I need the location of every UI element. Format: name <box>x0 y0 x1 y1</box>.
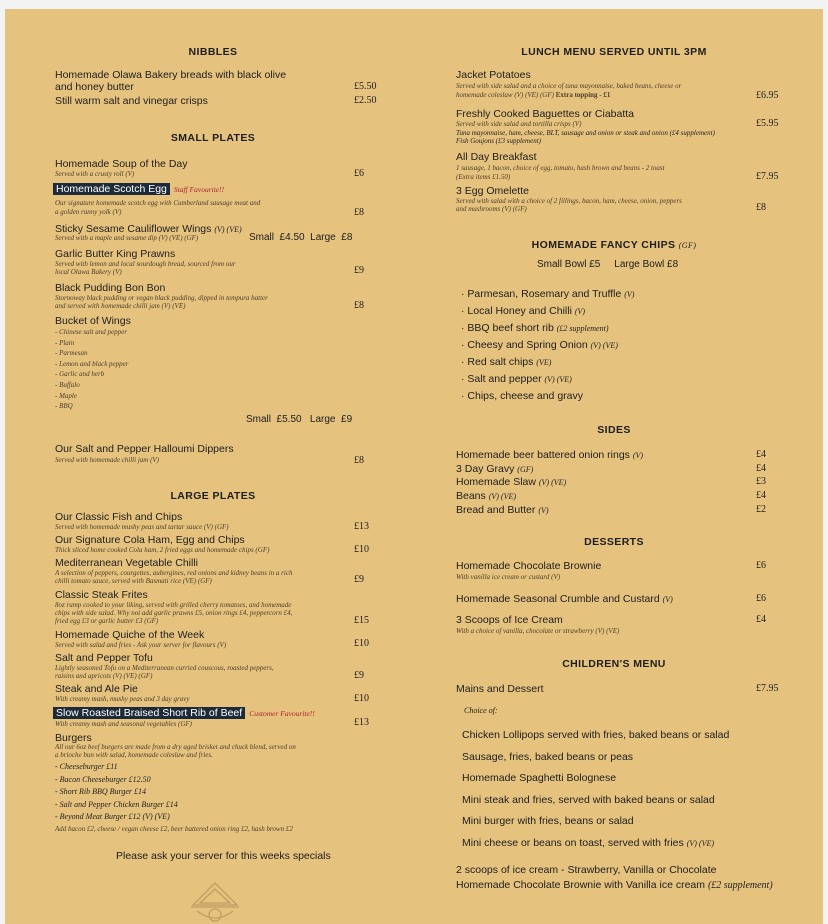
bonbon-price: £8 <box>354 300 364 311</box>
wings-flavour: - Maple <box>55 391 77 400</box>
kids-item <box>462 790 729 812</box>
side-name: Beans <box>456 490 486 503</box>
kids-item <box>462 725 729 747</box>
scotch-egg-name: Homemade Scotch Egg <box>53 183 170 195</box>
brownie-desc: With vanilla ice cream or custard (V) <box>456 573 561 581</box>
large-item-price: £13 <box>354 521 369 532</box>
fancy-chips-title: HOMEMADE FANCY CHIPS <box>531 239 676 251</box>
large-item-name: Classic Steak Frites <box>55 589 148 601</box>
brownie-name: Homemade Chocolate Brownie <box>456 560 602 572</box>
kids-item-name: Mini cheese or beans on toast, served with fries <box>462 836 684 849</box>
wings-flavour-list <box>55 327 128 412</box>
crumble-price: £6 <box>756 593 766 604</box>
jacket-name: Jacket Potatoes <box>456 69 531 81</box>
prawns-desc2: local Olawa Bakery (V) <box>55 268 122 276</box>
large-item-desc: Served with homemade mushy peas and tartar sauce (V) (GF) <box>55 523 229 531</box>
burger-item: - Cheeseburger £11 <box>55 762 118 771</box>
large-item-desc: raisins and apricots (V) (VE) (GF) <box>55 672 153 680</box>
baguette-price: £5.95 <box>756 118 779 129</box>
wings-flavour: - Lemon and black pepper <box>55 359 129 368</box>
side-name: 3 Day Gravy <box>456 462 515 475</box>
kids-mains-dessert: Mains and Dessert <box>456 683 544 695</box>
large-item-price: £9 <box>354 574 364 585</box>
nibble-crisps-price: £2.50 <box>354 95 377 106</box>
chips-item-name: Chips, cheese and gravy <box>467 390 583 402</box>
kids-list <box>462 725 729 854</box>
baguette-fillings: Tuna mayonnaise, ham, cheese, BLT, sausage and onion or steak and onion (£4 supplement) <box>456 129 715 137</box>
large-item-desc: chips with side salad. Why not add garlic prawns £5, onion rings £4, peppercorn £4, <box>55 609 293 617</box>
jacket-desc-text: homemade coleslaw (V) (VE) (GF) <box>456 91 554 99</box>
large-item-name: Salt and Pepper Tofu <box>55 652 153 664</box>
wings-sizes: Small £5.50 Large £9 <box>246 414 353 425</box>
menu-page <box>5 9 823 924</box>
dessert-option-icecream: 2 scoops of ice cream - Strawberry, Vanilla or Chocolate <box>456 864 717 876</box>
chips-item-tag: (£2 supplement) <box>556 324 609 333</box>
kids-item <box>462 747 729 769</box>
short-rib-row <box>53 707 315 720</box>
halloumi-name: Our Salt and Pepper Halloumi Dippers <box>55 443 234 455</box>
large-item-desc: A selection of peppers, courgettes, aubergines, red onions and kidney beans in a rich <box>55 569 293 577</box>
soup-name: Homemade Soup of the Day <box>55 158 188 170</box>
large-item-desc: Thick sliced home cooked Cola ham, 2 fried eggs and homemade chips (GF) <box>55 546 270 554</box>
omelette-desc2: and mushrooms (V) (GF) <box>456 205 527 213</box>
side-price: £2 <box>756 503 766 515</box>
wings-flavour: - Parmesan <box>55 349 88 358</box>
large-item-price: £10 <box>354 544 369 555</box>
prawns-desc: Served with lemon and local sourdough bread, sourced from our <box>55 260 236 268</box>
jacket-price: £6.95 <box>756 90 779 101</box>
kids-item <box>462 768 729 790</box>
pub-logo-icon <box>185 881 245 924</box>
burger-item: - Bacon Cheeseburger £12.50 <box>55 774 151 784</box>
side-price: £4 <box>756 449 766 460</box>
lunch-heading: LUNCH MENU SERVED UNTIL 3PM <box>521 46 707 58</box>
large-item-price: £9 <box>354 670 364 681</box>
chips-item-tag: (V) <box>574 307 586 316</box>
fancy-chips-heading <box>405 239 823 251</box>
side-tag: (V) (VE) <box>488 492 517 502</box>
chips-item-name: Salt and pepper <box>467 373 542 385</box>
cauli-wings-sizes: Small £4.50 Large £8 <box>249 232 353 243</box>
breakfast-price: £7.95 <box>756 171 779 182</box>
wings-flavour: - BBQ <box>55 402 73 411</box>
kids-item-tag: (V) (VE) <box>686 838 715 848</box>
side-item <box>456 504 776 518</box>
crumble-row <box>456 593 673 606</box>
halloumi-price: £8 <box>354 455 364 466</box>
cauli-wings-tags: (V) (VE) <box>214 225 242 234</box>
scotch-egg-price: £8 <box>354 207 364 218</box>
scotch-egg-favourite: Staff Favourite!! <box>173 185 225 194</box>
burger-item: - Salt and Pepper Chicken Burger £14 <box>55 799 178 809</box>
chips-item: · Salt and pepper (V) (VE) <box>461 373 572 385</box>
omelette-desc: Served with salad with a choice of 2 fillings, bacon, ham, cheese, onion, peppers <box>456 197 682 205</box>
side-name: Homemade Slaw <box>456 476 536 489</box>
nibble-breads-price: £5.50 <box>354 81 377 92</box>
kids-item <box>462 811 729 833</box>
scotch-egg-desc2: a golden runny yolk (V) <box>55 208 122 216</box>
large-plates-heading: LARGE PLATES <box>170 490 256 502</box>
burgers-extras: Add bacon £2, cheese / vegan cheese £2, beer battered onion ring £2, hash brown £2 <box>55 825 293 833</box>
nibble-crisps: Still warm salt and vinegar crisps <box>55 95 208 107</box>
side-item <box>456 490 776 504</box>
bonbon-desc2: and served with homemade chilli jam (V) (VE) <box>55 302 186 310</box>
kids-item-name: Mini steak and fries, served with baked beans or salad <box>462 793 715 806</box>
brownie-price: £6 <box>756 560 766 571</box>
cauli-wings-desc: Served with a maple and sesame dip (V) (VE) (GF) <box>55 234 199 242</box>
crumble-name: Homemade Seasonal Crumble and Custard <box>456 593 660 605</box>
icecream-price: £4 <box>756 614 766 625</box>
side-tag: (V) (VE) <box>538 478 567 488</box>
large-item-name: Our Classic Fish and Chips <box>55 511 183 523</box>
large-item-desc: fried egg £3 or garlic butter £3 (GF) <box>55 617 159 625</box>
large-item-desc: chilli tomato sauce, served with Basmati rice (VE) (GF) <box>55 577 212 585</box>
side-price: £4 <box>756 462 766 474</box>
chips-item: · Chips, cheese and gravy <box>461 390 583 402</box>
baguette-name: Freshly Cooked Baguettes or Ciabatta <box>456 108 635 120</box>
bonbon-name: Black Pudding Bon Bon <box>55 282 166 294</box>
side-tag: (V) <box>538 505 549 515</box>
chips-item: · BBQ beef short rib (£2 supplement) <box>461 322 609 334</box>
scotch-egg-row <box>53 183 224 196</box>
short-rib-desc: With creamy mash and seasonal vegetables (GF) <box>55 720 192 728</box>
large-item-name: Our Signature Cola Ham, Egg and Chips <box>55 534 245 546</box>
desserts-heading: DESSERTS <box>584 536 644 548</box>
bonbon-desc: Stornoway black pudding or vegan black pudding, dipped in tempura batter <box>55 294 268 302</box>
side-price: £4 <box>756 490 766 502</box>
nibble-breads: Homemade Olawa Bakery breads with black olive <box>55 69 287 81</box>
side-price: £3 <box>756 476 766 488</box>
prawns-name: Garlic Butter King Prawns <box>55 248 176 260</box>
short-rib-price: £13 <box>354 717 369 728</box>
chips-item-tag: (V) (VE) <box>590 341 618 350</box>
large-item-desc: Lightly seasoned Tofu on a Mediterranean curried couscous, roasted peppers, <box>55 664 274 672</box>
childrens-heading: CHILDREN'S MENU <box>562 658 666 670</box>
chips-item-name: Cheesy and Spring Onion <box>467 339 588 351</box>
wings-flavour: - Chinese salt and pepper <box>55 328 127 336</box>
wings-flavour: - Buffalo <box>55 380 80 389</box>
chips-item-name: Local Honey and Chilli <box>467 305 572 317</box>
chips-item-tag: (V) <box>624 290 635 299</box>
prawns-price: £9 <box>354 265 364 276</box>
chips-item: · Local Honey and Chilli (V) <box>461 305 586 317</box>
sides-heading: SIDES <box>597 424 631 436</box>
crumble-tag: (V) <box>662 595 673 604</box>
sides-list <box>456 449 776 518</box>
specials-note: Please ask your server for this weeks specials <box>116 850 331 862</box>
scotch-egg-desc: Our signature homemade scotch egg with Cumberland sausage meat and <box>55 199 261 207</box>
large-item-desc: 8oz rump cooked to your liking, served with grilled cherry tomatoes, and homemade <box>55 601 292 609</box>
breakfast-desc2: (Extra items £1.50) <box>456 173 511 181</box>
side-tag: (GF) <box>517 464 534 474</box>
side-name: Bread and Butter <box>456 503 536 516</box>
baguette-goujons: Fish Goujons (£3 supplement) <box>456 137 541 145</box>
cauli-wings-name: Sticky Sesame Cauliflower Wings <box>55 223 212 235</box>
fancy-chips-sizes: Small Bowl £5 Large Bowl £8 <box>537 259 679 270</box>
soup-desc: Served with a crusty roll (V) <box>55 170 135 178</box>
omelette-name: 3 Egg Omelette <box>456 185 529 197</box>
dessert-option-brownie <box>456 879 773 892</box>
short-rib-favourite: Customer Favourite!! <box>249 709 315 718</box>
kids-item-name: Sausage, fries, baked beans or peas <box>462 750 634 763</box>
nibble-breads-line2: and honey butter <box>55 81 134 93</box>
burger-item: - Beyond Meat Burger £12 (V) (VE) <box>55 812 170 822</box>
small-plates-heading: SMALL PLATES <box>170 132 256 144</box>
wings-name: Bucket of Wings <box>55 315 131 327</box>
chips-item-tag: (VE) <box>536 358 552 367</box>
burger-item: - Short Rib BBQ Burger £14 <box>55 787 147 797</box>
icecream-name: 3 Scoops of Ice Cream <box>456 614 563 626</box>
chips-item: · Parmesan, Rosemary and Truffle (V) <box>461 288 635 300</box>
dessert-option-brownie-text: Homemade Chocolate Brownie with Vanilla ice cream <box>456 879 706 891</box>
side-item <box>456 476 776 490</box>
kids-choice-label: Choice of: <box>464 706 498 715</box>
jacket-extra: Extra topping - £1 <box>555 91 611 99</box>
chips-item-name: BBQ beef short rib <box>467 322 554 334</box>
burger-list <box>55 761 178 824</box>
omelette-price: £8 <box>756 202 766 213</box>
large-item-name: Steak and Ale Pie <box>55 683 138 695</box>
burgers-name: Burgers <box>55 732 92 744</box>
chips-item-name: Parmesan, Rosemary and Truffle <box>467 288 622 300</box>
kids-item-name: Mini burger with fries, beans or salad <box>462 815 634 827</box>
side-name: Homemade beer battered onion rings <box>456 449 630 461</box>
jacket-desc2 <box>456 91 610 100</box>
side-tag: (V) <box>632 451 644 460</box>
kids-item-name: Chicken Lollipops served with fries, baked beans or salad <box>462 729 730 741</box>
fancy-chips-tag: (GF) <box>678 241 697 250</box>
breakfast-desc: 1 sausage, 1 bacon, choice of egg, tomato, hash brown and beans - 2 toast <box>456 164 665 172</box>
kids-price: £7.95 <box>756 683 779 694</box>
baguette-desc: Served with side salad and tortilla crisps (V) <box>456 120 582 128</box>
large-item-price: £10 <box>354 693 369 704</box>
fancy-chips-list <box>461 286 634 405</box>
chips-item-name: Red salt chips <box>467 356 534 368</box>
icecream-desc: With a choice of vanilla, chocolate or strawberry (V) (VE) <box>456 627 620 635</box>
large-item-price: £15 <box>354 615 369 626</box>
burgers-desc: All our 6oz beef burgers are made from a dry aged brisket and chuck blend, served on <box>55 743 296 751</box>
large-item-name: Mediterranean Vegetable Chilli <box>55 557 199 569</box>
wings-flavour: - Plain <box>55 338 75 347</box>
short-rib-name: Slow Roasted Braised Short Rib of Beef <box>53 707 245 719</box>
side-item <box>456 463 776 477</box>
breakfast-name: All Day Breakfast <box>456 151 537 163</box>
dessert-option-brownie-tag: (£2 supplement) <box>707 880 773 891</box>
chips-item: · Cheesy and Spring Onion (V) (VE) <box>461 339 618 351</box>
large-item-price: £10 <box>354 638 369 649</box>
jacket-desc: Served with side salad and a choice of tuna mayonnaise, baked beans, cheese or <box>456 82 682 90</box>
side-item <box>456 449 776 463</box>
large-item-desc: With creamy mash, mushy peas and 3 day gravy <box>55 695 190 703</box>
wings-flavour: - Garlic and herb <box>55 370 105 379</box>
large-item-name: Homemade Quiche of the Week <box>55 629 205 641</box>
halloumi-desc: Served with homemade chilli jam (V) <box>55 456 160 464</box>
chips-item: · Red salt chips (VE) <box>461 356 552 368</box>
large-item-desc: Served with salad and fries - Ask your server for flavours (V) <box>55 641 227 649</box>
burgers-desc2: a brioche bun with salad, homemade coleslaw and fries. <box>55 751 213 759</box>
chips-item-tag: (V) (VE) <box>544 375 572 384</box>
kids-item <box>462 833 729 855</box>
nibbles-heading: NIBBLES <box>188 46 238 58</box>
soup-price: £6 <box>354 168 364 179</box>
kids-item-name: Homemade Spaghetti Bolognese <box>462 772 617 784</box>
